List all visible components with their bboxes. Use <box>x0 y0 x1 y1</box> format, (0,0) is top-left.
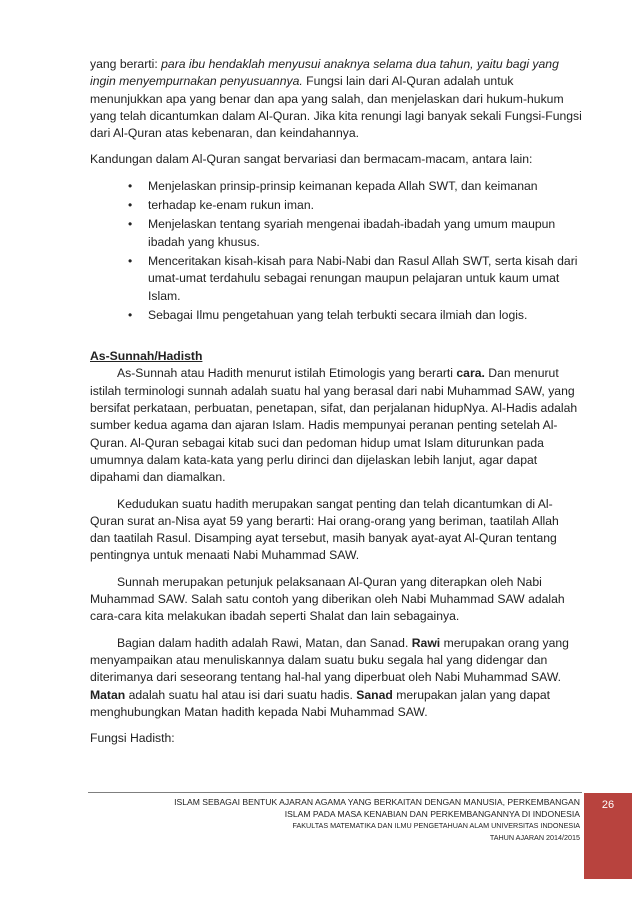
list-item: • terhadap ke-enam rukun iman. <box>148 197 582 214</box>
section-paragraph-3: Sunnah merupakan petunjuk pelaksanaan Al-Quran yang diterapkan oleh Nabi Muhammad SAW. Salah satu contoh yang diberikan oleh Nabi Muhammad SAW adalah cara-cara kita melakukan ibadah seperti Shalat dan lain sebagainya. <box>90 574 565 624</box>
page-footer <box>88 796 580 843</box>
section-paragraph-1: As-Sunnah atau Hadith menurut istilah Etimologis yang berarti cara. Dan menurut istilah terminologi sunnah adalah suatu hal yang berasal dari nabi Muhammad SAW, yang bersifat perkataan, perbuatan, penetapan, sifat, dan perjalanan hidupNya. Al-Hadis adalah sumber kedua agama dan ajaran Islam. Hadis mempunyai peranan penting setelah Al-Quran. Al-Quran sebagai kitab suci dan pedoman hidup umat Islam diturunkan pada umumnya dalam kata-kata yang perlu dirinci dan dijelaskan lebih lanjut, agar dapat dipahami dan diamalkan. <box>90 366 578 485</box>
section-paragraph-2: Kedudukan suatu hadith merupakan sangat penting dan telah dicantumkan di Al-Quran surat an-Nisa ayat 59 yang berarti: Hai orang-orang yang beriman, taatilah Allah dan taatilah Rasul. Disamping ayat tersebut, masih banyak ayat-ayat Al-Quran tentang pentingnya untuk menaati Nabi Muhammad SAW. <box>90 496 559 563</box>
bullet-icon: • <box>128 178 133 193</box>
bullet-icon: • <box>128 198 133 213</box>
bullet-icon: • <box>128 307 133 322</box>
bullet-icon: • <box>128 217 133 232</box>
footer-title-line-2: ISLAM PADA MASA KENABIAN DAN PERKEMBANGANNYA DI INDONESIA <box>284 809 580 819</box>
footer-title-line-1: ISLAM SEBAGAI BENTUK AJARAN AGAMA YANG BERKAITAN DENGAN MANUSIA, PERKEMBANGAN <box>174 797 580 807</box>
list-item: • Menceritakan kisah-kisah para Nabi-Nabi dan Rasul Allah SWT, serta kisah dari umat-umat terdahulu sebagai renungan maupun pelajaran untuk kaum umat Islam. <box>128 253 578 303</box>
bullet-icon: • <box>128 253 133 268</box>
footer-faculty: FAKULTAS MATEMATIKA DAN ILMU PENGETAHUAN ALAM UNIVERSITAS INDONESIA <box>292 821 580 830</box>
section-paragraph-5: Fungsi Hadisth: <box>90 731 175 746</box>
quran-quote: para ibu hendaklah menyusui anaknya selama dua tahun, yaitu bagi yang ingin menyempurnakan penyusuannya. <box>90 57 559 89</box>
list-item: • Menjelaskan prinsip-prinsip keimanan kepada Allah SWT, dan keimanan <box>148 178 582 195</box>
content-list <box>90 178 582 324</box>
intro-paragraph-2: Kandungan dalam Al-Quran sangat bervariasi dan bermacam-macam, antara lain: <box>90 152 533 167</box>
section-paragraph-4: Bagian dalam hadith adalah Rawi, Matan, dan Sanad. Rawi merupakan orang yang menyampaikan atau menuliskannya dalam suatu buku segala hal yang didengar dan diterimanya dari seseorang tentang hal-hal yang diperbuat oleh Nabi Muhammad SAW. Matan adalah suatu hal atau isi dari suatu hadis. Sanad merupakan jalan yang dapat menghubungkan Matan hadith kepada Nabi Muhammad SAW. <box>90 635 569 719</box>
list-item: • Sebagai Ilmu pengetahuan yang telah terbukti secara ilmiah dan logis. <box>148 307 582 324</box>
page-number-badge <box>584 793 632 879</box>
page-number: 26 <box>601 799 615 811</box>
page-content <box>90 56 582 756</box>
list-item: • Menjelaskan tentang syariah mengenai ibadah-ibadah yang umum maupun ibadah yang khusus. <box>128 217 556 249</box>
footer-divider <box>88 792 582 793</box>
section-heading: As-Sunnah/Hadisth <box>90 349 203 364</box>
footer-year: TAHUN AJARAN 2014/2015 <box>489 832 580 842</box>
intro-paragraph-1: yang berarti: para ibu hendaklah menyusui anaknya selama dua tahun, yaitu bagi yang ingin menyempurnakan penyusuannya. Fungsi lain dari Al-Quran adalah untuk menunjukkan apa yang benar dan apa yang salah, dan menjelaskan dari hukum-hukum yang telah dicantumkan dalam Al-Quran. Jika kita renungi lagi banyak sekali Fungsi-Fungsi dari Al-Quran atas kebenaran, dan keindahannya. <box>90 57 582 141</box>
